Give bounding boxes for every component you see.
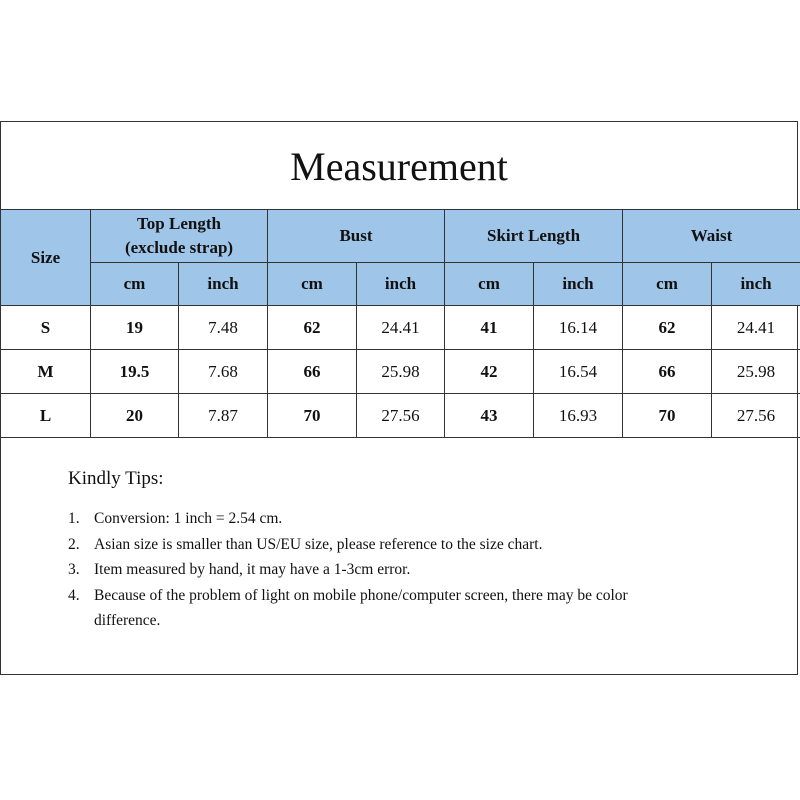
unit-header: inch [179, 263, 268, 306]
table-cell: 16.54 [534, 350, 623, 394]
table-cell: 27.56 [357, 394, 445, 438]
list-item [68, 557, 688, 583]
list-item [68, 532, 688, 558]
tip-number: 1. [68, 510, 80, 527]
tip-text: Because of the problem of light on mobile phone/computer screen, there may be color difference. [94, 586, 628, 629]
table-cell: 24.41 [357, 306, 445, 350]
tips-list [68, 506, 688, 634]
table-cell: 20 [91, 394, 179, 438]
table-row [1, 394, 800, 438]
measurement-chart [0, 121, 798, 675]
header-skirt-length: Skirt Length [445, 210, 623, 263]
chart-title: Measurement [290, 143, 508, 189]
table-cell: 25.98 [357, 350, 445, 394]
table-cell: 16.14 [534, 306, 623, 350]
unit-header: inch [534, 263, 623, 306]
table-cell: 66 [623, 350, 712, 394]
size-cell: M [1, 350, 91, 394]
kindly-tips [68, 468, 688, 634]
header-size: Size [1, 210, 91, 306]
size-cell: L [1, 394, 91, 438]
table-cell: 24.41 [712, 306, 800, 350]
tip-number: 4. [68, 586, 80, 604]
unit-header: inch [712, 263, 800, 306]
unit-header: cm [268, 263, 357, 306]
header-top-length: Top Length (exclude strap) [91, 210, 268, 263]
unit-header: inch [357, 263, 445, 306]
table-cell: 27.56 [712, 394, 800, 438]
table-cell: 7.68 [179, 350, 268, 394]
tip-number: 3. [68, 561, 80, 578]
size-table [0, 209, 800, 438]
table-cell: 70 [268, 394, 357, 438]
unit-header: cm [445, 263, 534, 306]
tips-title: Kindly Tips: [68, 468, 164, 489]
table-cell: 25.98 [712, 350, 800, 394]
tip-text: Conversion: 1 inch = 2.54 cm. [94, 510, 283, 527]
table-cell: 70 [623, 394, 712, 438]
header-bust: Bust [268, 210, 445, 263]
tip-text: Asian size is smaller than US/EU size, please reference to the size chart. [94, 535, 543, 553]
unit-header: cm [91, 263, 179, 306]
list-item [68, 583, 688, 634]
table-cell: 42 [445, 350, 534, 394]
table-cell: 19 [91, 306, 179, 350]
list-item [68, 506, 688, 532]
table-cell: 16.93 [534, 394, 623, 438]
table-cell: 62 [623, 306, 712, 350]
tip-text: Item measured by hand, it may have a 1-3cm error. [94, 561, 411, 578]
table-cell: 66 [268, 350, 357, 394]
table-cell: 7.48 [179, 306, 268, 350]
header-waist: Waist [623, 210, 800, 263]
table-row [1, 306, 800, 350]
table-cell: 19.5 [91, 350, 179, 394]
table-cell: 41 [445, 306, 534, 350]
size-cell: S [1, 306, 91, 350]
table-cell: 62 [268, 306, 357, 350]
table-cell: 7.87 [179, 394, 268, 438]
tip-number: 2. [68, 535, 80, 553]
table-row [1, 350, 800, 394]
unit-header: cm [623, 263, 712, 306]
table-cell: 43 [445, 394, 534, 438]
